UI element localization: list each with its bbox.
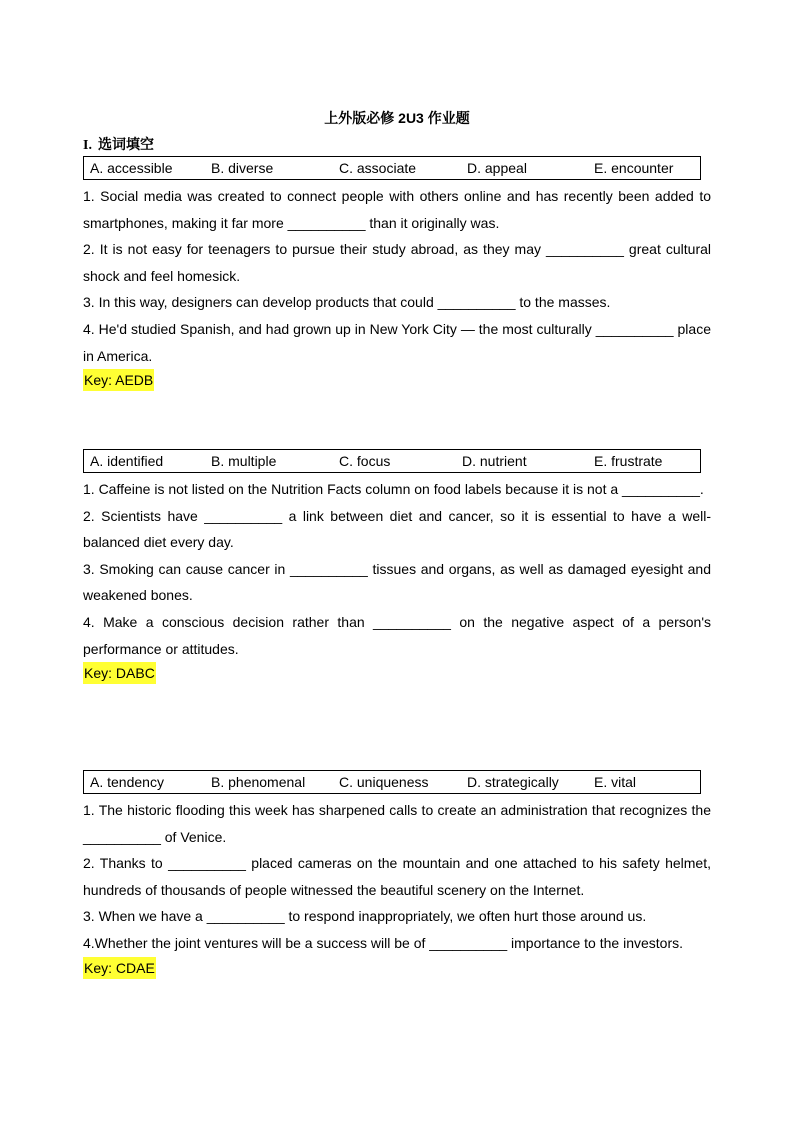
question-1: 1. Caffeine is not listed on the Nutrition Facts column on food labels because it is not a __________.	[83, 481, 704, 497]
word-option-a: A. identified	[90, 453, 164, 469]
question-3: 3. Smoking can cause cancer in __________ tissues and organs, as well as damaged eyesight and weakened bones.	[83, 560, 711, 604]
question-2: 2. Thanks to __________ placed cameras on the mountain and one attached to his safety helmet, hundreds of thousands of people witnessed the beautiful scenery on the Internet.	[83, 855, 711, 898]
word-bank-box	[83, 156, 701, 180]
exercise-block-3	[83, 770, 711, 979]
word-option-c: C. associate	[339, 160, 417, 176]
section-heading	[83, 134, 154, 154]
word-option-a: A. tendency	[90, 774, 164, 790]
answer-key: Key: AEDB	[83, 369, 154, 391]
word-option-b: B. multiple	[211, 453, 277, 469]
word-option-e: E. encounter	[594, 160, 674, 176]
exercise-block-2	[83, 449, 711, 684]
question-4: 4. He'd studied Spanish, and had grown up in New York City — the most culturally __________ place in America.	[83, 320, 711, 364]
word-option-e: E. vital	[594, 774, 637, 790]
question-4: 4. Make a conscious decision rather than __________ on the negative aspect of a person's performance or attitudes.	[83, 613, 711, 657]
word-option-a: A. accessible	[90, 160, 173, 176]
question-3: 3. In this way, designers can develop products that could __________ to the masses.	[83, 294, 611, 311]
exercise-block-1	[83, 156, 711, 391]
section-label: 选词填空	[97, 136, 154, 152]
question-4: 4.Whether the joint ventures will be a success will be of __________ importance to the investors.	[83, 934, 683, 951]
question-1: 1. Social media was created to connect people with others online and has recently been added to smartphones, making it far more __________ than it originally was.	[83, 188, 711, 231]
section-number: I.	[83, 138, 92, 153]
question-2: 2. It is not easy for teenagers to pursue their study abroad, as they may __________ great cultural shock and feel homesick.	[83, 241, 711, 284]
word-option-d: D. nutrient	[462, 453, 527, 469]
word-option-d: D. appeal	[467, 160, 527, 176]
word-option-b: B. diverse	[211, 160, 274, 176]
word-option-c: C. uniqueness	[339, 774, 429, 790]
word-bank-box	[83, 770, 701, 794]
answer-key: Key: DABC	[83, 662, 156, 684]
word-bank-box	[83, 449, 701, 473]
page-title: 上外版必修 2U3 作业题	[324, 110, 470, 126]
question-3: 3. When we have a __________ to respond inappropriately, we often hurt those around us.	[83, 908, 647, 925]
word-option-b: B. phenomenal	[211, 774, 306, 790]
question-2: 2. Scientists have __________ a link between diet and cancer, so it is essential to have a well-balanced diet every day.	[83, 507, 711, 551]
word-option-d: D. strategically	[467, 774, 559, 790]
word-option-c: C. focus	[339, 453, 391, 469]
question-1: 1. The historic flooding this week has sharpened calls to create an administration that recognizes the __________ of Venice.	[83, 802, 711, 845]
answer-key: Key: CDAE	[83, 957, 156, 979]
word-option-e: E. frustrate	[594, 453, 663, 469]
